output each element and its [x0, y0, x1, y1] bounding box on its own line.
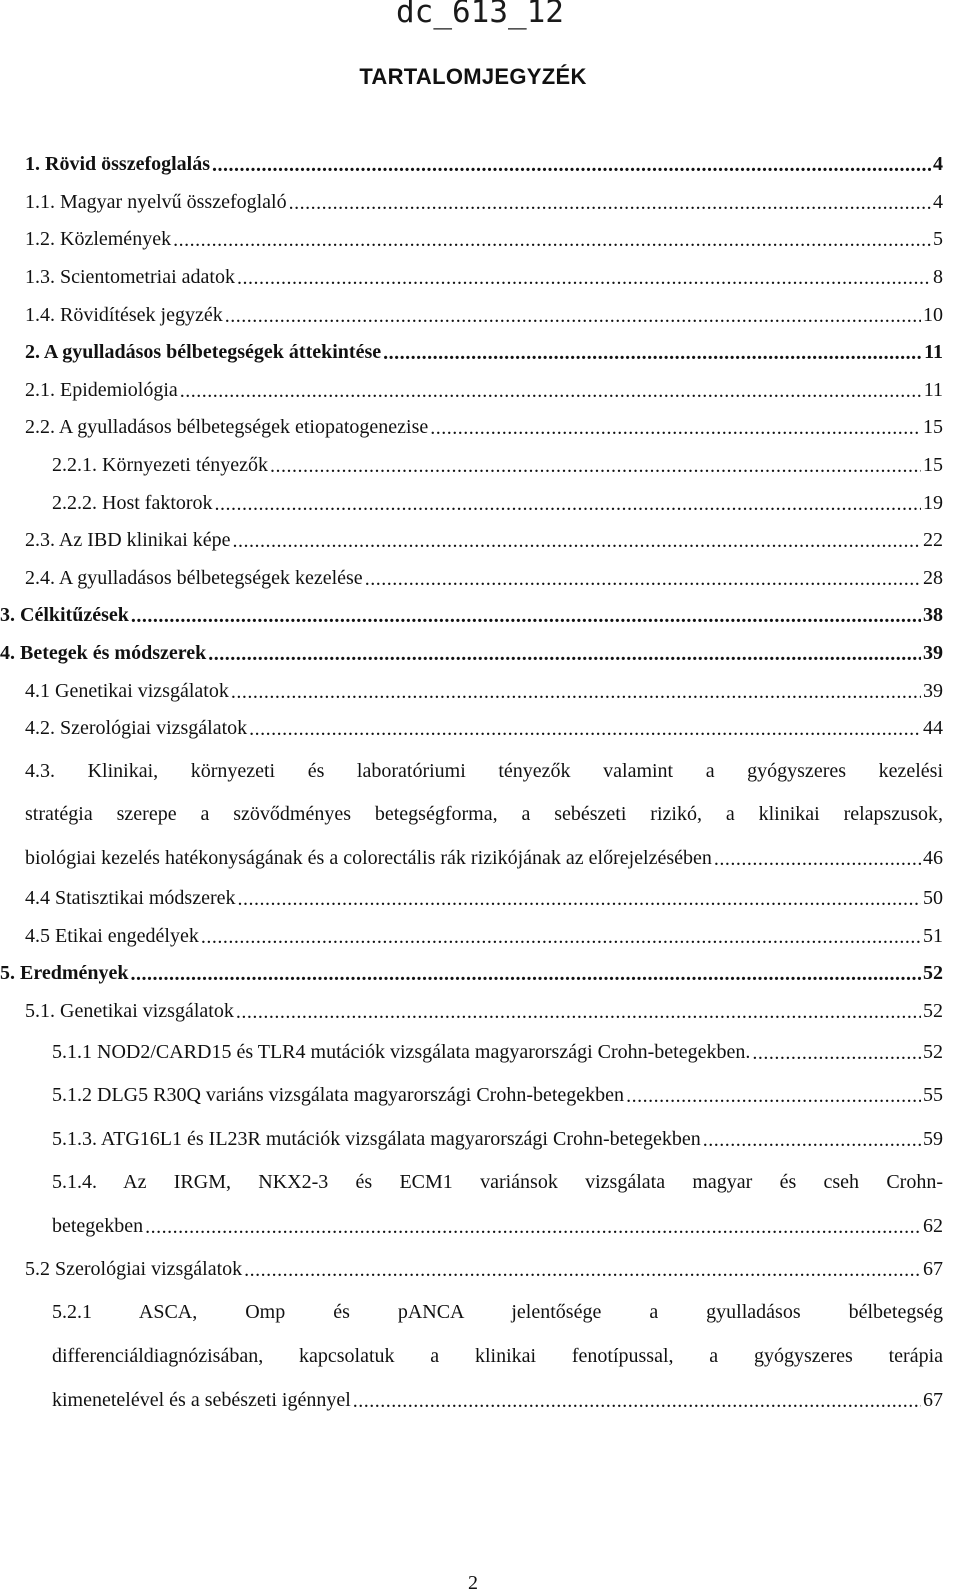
- toc-entry-text: 5.1. Genetikai vizsgálatok: [25, 1000, 234, 1023]
- toc-page-number: 59: [923, 1127, 943, 1150]
- leader-dots: [626, 1085, 921, 1108]
- toc-page-number: 52: [923, 962, 943, 985]
- toc-entry-text: 2.4. A gyulladásos bélbetegségek kezelése: [25, 566, 363, 589]
- leader-dots: [173, 229, 931, 252]
- leader-dots: [208, 643, 921, 666]
- toc-page-number: 4: [933, 153, 943, 176]
- toc-entry-text: betegekben: [52, 1214, 144, 1237]
- toc-page-number: 28: [923, 566, 943, 589]
- toc-entry-text: 5.1.2 DLG5 R30Q variáns vizsgálata magyarországi Crohn-betegekben: [52, 1084, 625, 1107]
- leader-dots: [238, 888, 921, 911]
- toc-page-number: 19: [923, 491, 943, 514]
- toc-entry[interactable]: [25, 334, 943, 372]
- leader-dots: [231, 681, 921, 704]
- toc-entry[interactable]: [0, 597, 943, 635]
- toc-entry[interactable]: [25, 146, 943, 184]
- toc-entry[interactable]: [25, 1030, 943, 1074]
- toc-entry-text: 5.1.1 NOD2/CARD15 és TLR4 mutációk vizsgálata magyarországi Crohn-betegekben.: [52, 1040, 751, 1063]
- toc-entry[interactable]: [25, 221, 943, 259]
- toc-entry-text: 5. Eredmények: [0, 962, 129, 985]
- toc-entry-text: 4. Betegek és módszerek: [0, 642, 207, 665]
- toc-entry-text: 5.2 Szerológiai vizsgálatok: [25, 1258, 243, 1281]
- toc-entry-line: 5.1.4. Az IRGM, NKX2-3 és ECM1 variánsok vizsgálata magyar és cseh Crohn-: [52, 1170, 943, 1193]
- toc-entry[interactable]: [25, 409, 943, 447]
- toc-entry-text: 1.1. Magyar nyelvű összefoglaló: [25, 190, 287, 213]
- toc-entry-multiline[interactable]: [25, 1161, 943, 1248]
- toc-entry-text: 4.2. Szerológiai vizsgálatok: [25, 717, 248, 740]
- toc-entry[interactable]: [25, 1074, 943, 1118]
- toc-entry-text: 1.3. Scientometriai adatok: [25, 266, 235, 289]
- toc-entry-text: 2.1. Epidemiológia: [25, 378, 178, 401]
- toc-page-number: 44: [923, 717, 943, 740]
- leader-dots: [215, 493, 921, 516]
- toc-entry-text: kimenetelével és a sebészeti igénnyel: [52, 1388, 351, 1411]
- toc-page-number: 62: [923, 1214, 943, 1237]
- toc-page-number: 55: [923, 1084, 943, 1107]
- toc-page-number: 11: [923, 378, 943, 401]
- toc-page-number: 52: [923, 1040, 943, 1063]
- toc-page-number: 67: [923, 1388, 943, 1411]
- toc-page-number: 38: [923, 604, 943, 627]
- toc-entry[interactable]: [25, 296, 943, 334]
- toc-page-number: 39: [923, 642, 943, 665]
- leader-dots: [131, 605, 921, 628]
- toc-entry-text: 3. Célkitűzések: [0, 604, 129, 627]
- toc-page-number: 39: [923, 679, 943, 702]
- leader-dots: [131, 963, 921, 986]
- toc-page-number: 67: [923, 1258, 943, 1281]
- toc-entry-line: differenciáldiagnózisában, kapcsolatuk a klinikai fenotípussal, a gyógyszeres terápia: [52, 1344, 943, 1367]
- leader-dots: [236, 1001, 921, 1024]
- toc-entry[interactable]: [25, 672, 943, 710]
- toc-page-number: 15: [923, 454, 943, 477]
- toc-page-number: 46: [923, 846, 943, 869]
- toc-entry[interactable]: [25, 993, 943, 1031]
- leader-dots: [201, 926, 921, 949]
- toc-page-number: 50: [923, 887, 943, 910]
- leader-dots: [289, 192, 931, 215]
- toc-page-number: 5: [933, 228, 943, 251]
- leader-dots: [237, 267, 931, 290]
- toc-entry[interactable]: [0, 635, 943, 673]
- toc-entry-multiline[interactable]: [25, 750, 943, 881]
- toc-entry[interactable]: [25, 447, 943, 485]
- page-title: TARTALOMJEGYZÉK: [359, 64, 587, 89]
- toc-entry-text: 2.3. Az IBD klinikai képe: [25, 529, 231, 552]
- toc-entry-multiline[interactable]: [25, 1291, 943, 1422]
- table-of-contents: [0, 146, 943, 1422]
- toc-page-number: 8: [933, 266, 943, 289]
- toc-entry[interactable]: [25, 560, 943, 598]
- leader-dots: [270, 455, 921, 478]
- toc-entry-text: 1.4. Rövidítések jegyzék: [25, 303, 223, 326]
- toc-page-number: 4: [933, 190, 943, 213]
- toc-entry-line: 5.2.1 ASCA, Omp és pANCA jelentősége a gyulladásos bélbetegség: [52, 1301, 943, 1324]
- toc-entry-text: 5.1.3. ATG16L1 és IL23R mutációk vizsgálata magyarországi Crohn-betegekben: [52, 1127, 701, 1150]
- toc-page-number: 52: [923, 1000, 943, 1023]
- toc-entry[interactable]: [25, 522, 943, 560]
- leader-dots: [703, 1129, 921, 1152]
- toc-entry-line: [52, 1204, 943, 1248]
- leader-dots: [353, 1390, 921, 1413]
- toc-entry[interactable]: [25, 259, 943, 297]
- toc-entry-line: stratégia szerepe a szövődményes betegségforma, a sebészeti rizikó, a klinikai relapszusok,: [25, 803, 943, 825]
- toc-entry-text: 4.1 Genetikai vizsgálatok: [25, 679, 229, 702]
- toc-entry-text: 1.2. Közlemények: [25, 228, 172, 251]
- toc-entry-text: 2. A gyulladásos bélbetegségek áttekintése: [25, 341, 382, 364]
- toc-entry-text: 2.2.1. Környezeti tényezők: [52, 454, 269, 477]
- toc-page-number: 10: [923, 303, 943, 326]
- leader-dots: [249, 718, 921, 741]
- toc-entry[interactable]: [25, 880, 943, 918]
- toc-page-number: 11: [924, 341, 943, 364]
- leader-dots: [212, 154, 931, 177]
- toc-entry[interactable]: [25, 372, 943, 410]
- toc-entry-line: [52, 1378, 943, 1422]
- leader-dots: [752, 1042, 921, 1065]
- page-number: 2: [468, 1572, 478, 1594]
- toc-entry[interactable]: [0, 955, 943, 993]
- toc-entry[interactable]: [25, 184, 943, 222]
- toc-entry-text: biológiai kezelés hatékonyságának és a colorectális rák rizikójának az előrejelzésében: [25, 846, 712, 869]
- leader-dots: [145, 1216, 921, 1239]
- leader-dots: [233, 530, 921, 553]
- document-id: dc_613_12: [396, 0, 564, 30]
- toc-page-number: 22: [923, 529, 943, 552]
- leader-dots: [714, 848, 921, 871]
- leader-dots: [430, 417, 921, 440]
- toc-entry[interactable]: [25, 710, 943, 748]
- toc-entry-line: 4.3. Klinikai, környezeti és laboratóriumi tényezők valamint a gyógyszeres kezelési: [25, 759, 943, 782]
- leader-dots: [383, 342, 922, 365]
- toc-entry-line: [25, 837, 943, 881]
- toc-page-number: 15: [923, 416, 943, 439]
- toc-entry[interactable]: [25, 918, 943, 956]
- leader-dots: [244, 1259, 921, 1282]
- leader-dots: [225, 305, 921, 328]
- toc-page-number: 51: [923, 924, 943, 947]
- toc-entry[interactable]: [25, 1117, 943, 1161]
- toc-entry[interactable]: [25, 1248, 943, 1292]
- toc-entry[interactable]: [25, 484, 943, 522]
- toc-entry-text: 2.2. A gyulladásos bélbetegségek etiopatogenezise: [25, 416, 429, 439]
- toc-entry-text: 4.5 Etikai engedélyek: [25, 924, 199, 947]
- toc-entry-text: 2.2.2. Host faktorok: [52, 491, 213, 514]
- leader-dots: [180, 380, 922, 403]
- toc-entry-text: 4.4 Statisztikai módszerek: [25, 887, 236, 910]
- leader-dots: [365, 568, 921, 591]
- toc-entry-text: 1. Rövid összefoglalás: [25, 153, 210, 176]
